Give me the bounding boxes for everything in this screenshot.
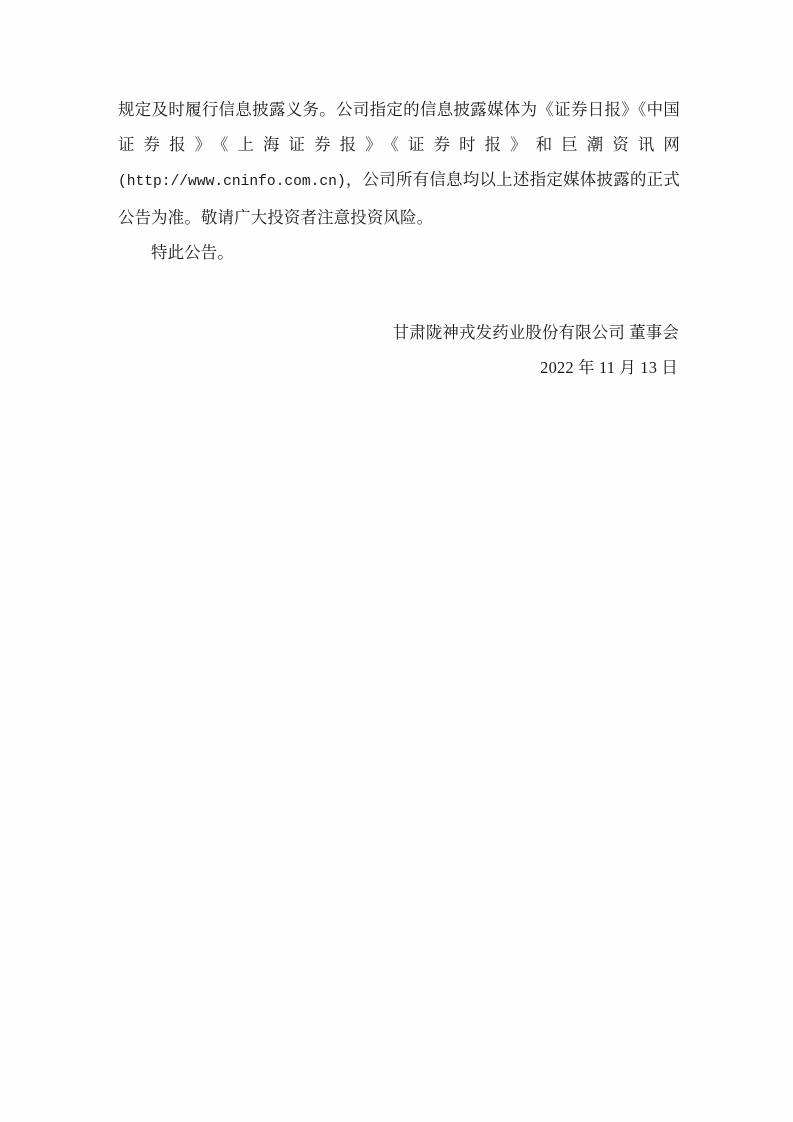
document-body <box>118 92 680 270</box>
signature-block <box>118 315 680 385</box>
paragraph-text-part-2: ，公司所有信息均以上述指定媒体披露的正式公告为准。敬请广大投资者注意投资风险。 <box>118 170 680 227</box>
paragraph-closing-statement: 特此公告。 <box>151 243 234 262</box>
paragraph-disclosure-notice <box>118 92 680 235</box>
disclosure-website-url: (http://www.cninfo.com.cn) <box>118 174 346 190</box>
signature-company: 甘肃陇神戎发药业股份有限公司 董事会 <box>392 323 679 342</box>
signature-date: 2022 年 11 月 13 日 <box>540 358 678 377</box>
paragraph-text-part-1: 规定及时履行信息披露义务。公司指定的信息披露媒体为《证券日报》《中国证券报》《上海证券报》《证券时报》和巨潮资讯网 <box>118 100 680 154</box>
